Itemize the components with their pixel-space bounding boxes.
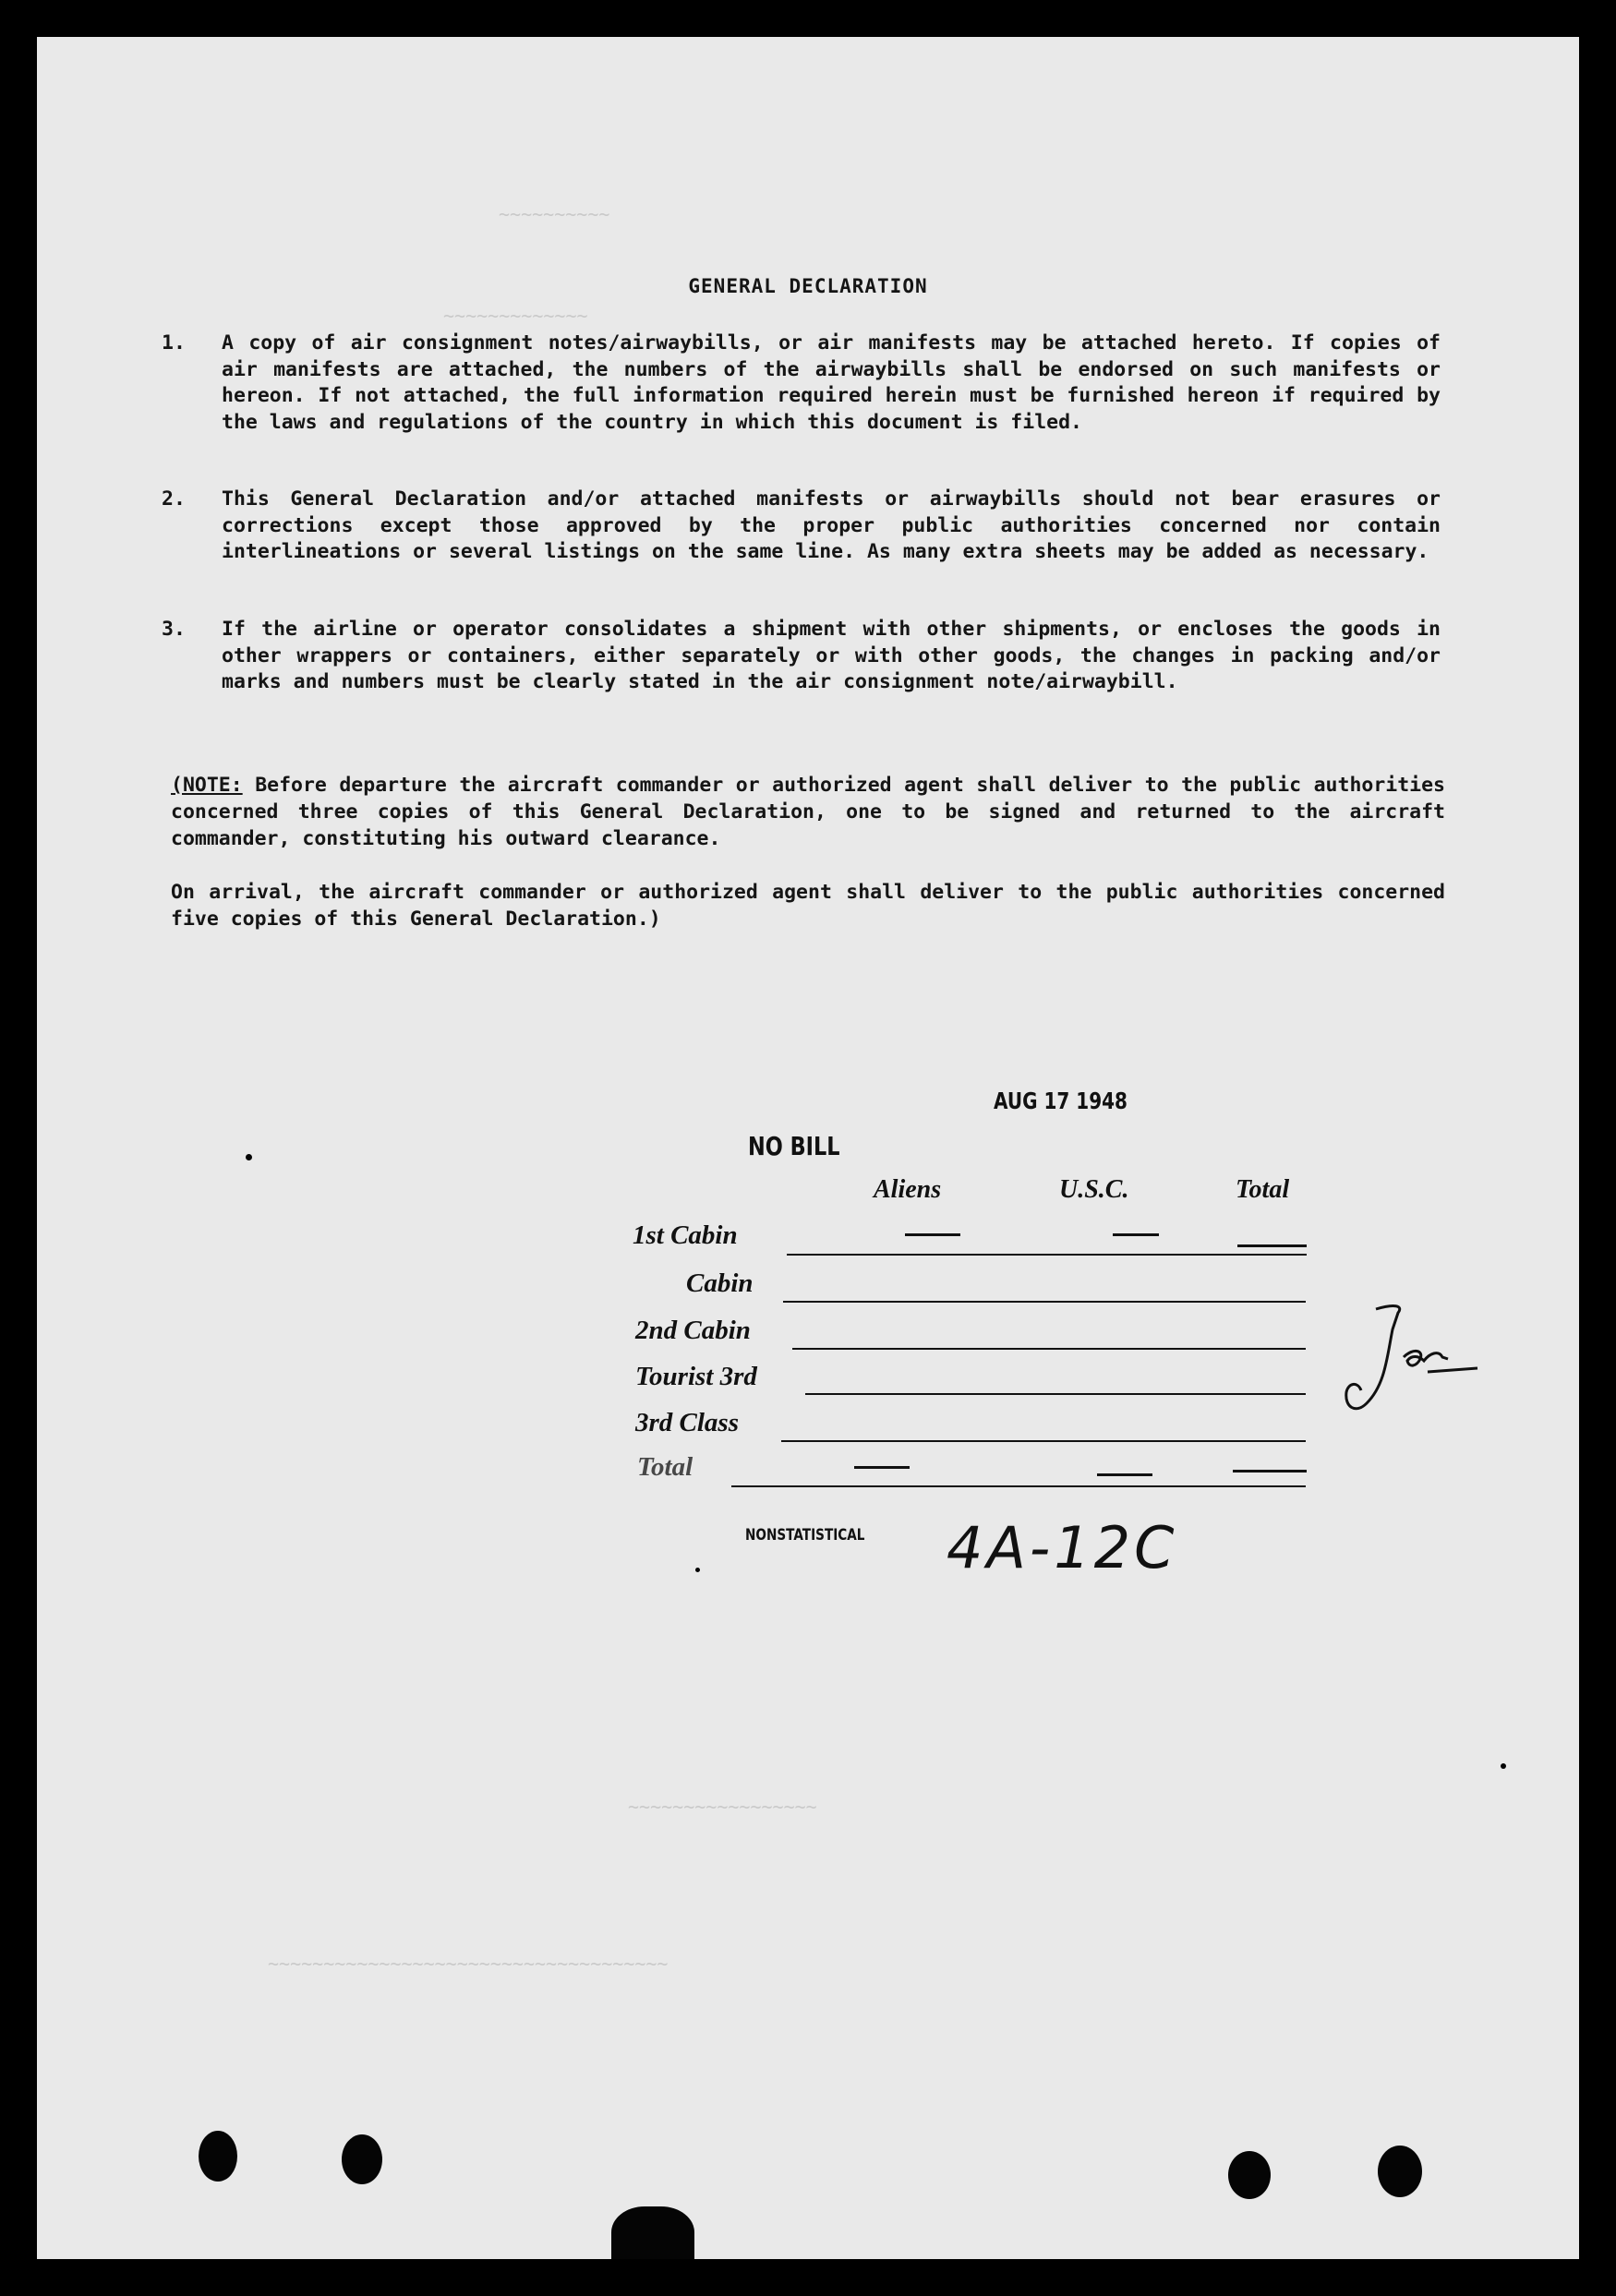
nonstatistical-stamp: NONSTATISTICAL <box>745 1526 865 1545</box>
tally-row-line <box>787 1254 1307 1256</box>
tally-row-label: Tourist 3rd <box>635 1362 757 1391</box>
instruction-item-2 <box>162 487 1441 566</box>
tally-row-label: 3rd Class <box>635 1408 740 1437</box>
instruction-item-1 <box>162 331 1441 436</box>
tally-header-usc: U.S.C. <box>1059 1175 1129 1204</box>
note-departure <box>171 772 1445 852</box>
no-bill-stamp: NO BILL <box>748 1131 840 1161</box>
bleed-through: ~~~~~~~~~~ <box>499 203 610 225</box>
tally-row-line <box>792 1348 1306 1350</box>
note-label: (NOTE: <box>171 774 243 797</box>
tally-row-label: 1st Cabin <box>633 1220 738 1250</box>
punch-hole <box>342 2134 382 2184</box>
note-text: Before departure the aircraft commander or authorized agent shall deliver to the public authorities concerned three copies of this General Declaration, one to be signed and returned to the aircraft commander, constituting his outward clearance. <box>171 774 1445 850</box>
tally-dash <box>1233 1470 1307 1473</box>
item-number: 2. <box>162 487 186 511</box>
tally-header-aliens: Aliens <box>874 1175 942 1204</box>
tally-header-total: Total <box>1236 1175 1290 1204</box>
item-text: If the airline or operator consolidates a shipment with other shipments, or encloses the goods in other wrappers or containers, either separately or with other goods, the changes in packing and/or marks and numbers must be clearly stated in the air consignment note/airwaybill. <box>222 618 1441 693</box>
note-arrival: On arrival, the aircraft commander or authorized agent shall deliver to the public authorities concerned five copies of this General Declaration.) <box>171 881 1445 931</box>
item-number: 1. <box>162 331 186 355</box>
bleed-through: ~~~~~~~~~~~~~ <box>443 305 588 327</box>
ink-dot <box>695 1568 700 1572</box>
tally-row-line <box>781 1440 1306 1442</box>
tally-dash <box>854 1466 910 1469</box>
punch-hole <box>1228 2151 1271 2199</box>
tally-dash <box>1097 1473 1152 1476</box>
bleed-through: ~~~~~~~~~~~~~~~~~ <box>628 1796 817 1818</box>
declaration-title: GENERAL DECLARATION <box>688 275 928 297</box>
punch-hole <box>611 2206 694 2259</box>
tally-row-label: Cabin <box>686 1268 754 1298</box>
handwritten-initials <box>1339 1302 1487 1422</box>
item-text: This General Declaration and/or attached manifests or airwaybills should not bear erasures or corrections except those approved by the proper public authorities concerned nor contain interlineations or several listings on the same line. As many extra sheets may be added as necessary. <box>222 487 1441 563</box>
tally-row-label: 2nd Cabin <box>635 1316 751 1345</box>
date-stamp: AUG 17 1948 <box>994 1088 1128 1114</box>
tally-dash <box>905 1233 960 1236</box>
item-number: 3. <box>162 618 186 641</box>
tally-dash <box>1237 1244 1307 1247</box>
ink-dot <box>246 1154 252 1160</box>
ink-dot <box>1501 1763 1506 1769</box>
tally-row-label: Total <box>637 1452 693 1482</box>
punch-hole <box>199 2131 237 2182</box>
tally-dash <box>1113 1233 1159 1236</box>
item-text: A copy of air consignment notes/airwaybills, or air manifests may be attached hereto. If copies of air manifests are attached, the numbers of the airwaybills shall be endorsed on such manifests or hereon. If not attached, the full information required herein must be furnished hereon if required by the laws and regulations of the country in which this document is filed. <box>222 331 1441 434</box>
punch-hole <box>1378 2146 1422 2197</box>
instruction-item-3 <box>162 617 1441 696</box>
handwritten-code: 4A-12C <box>947 1514 1178 1581</box>
tally-row-line <box>731 1485 1306 1487</box>
document-page <box>37 37 1579 2259</box>
tally-row-line <box>783 1301 1306 1303</box>
tally-row-line <box>805 1393 1306 1395</box>
bleed-through: ~~~~~~~~~~~~~~~~~~~~~~~~~~~~~~~~~~~~ <box>268 1953 669 1975</box>
